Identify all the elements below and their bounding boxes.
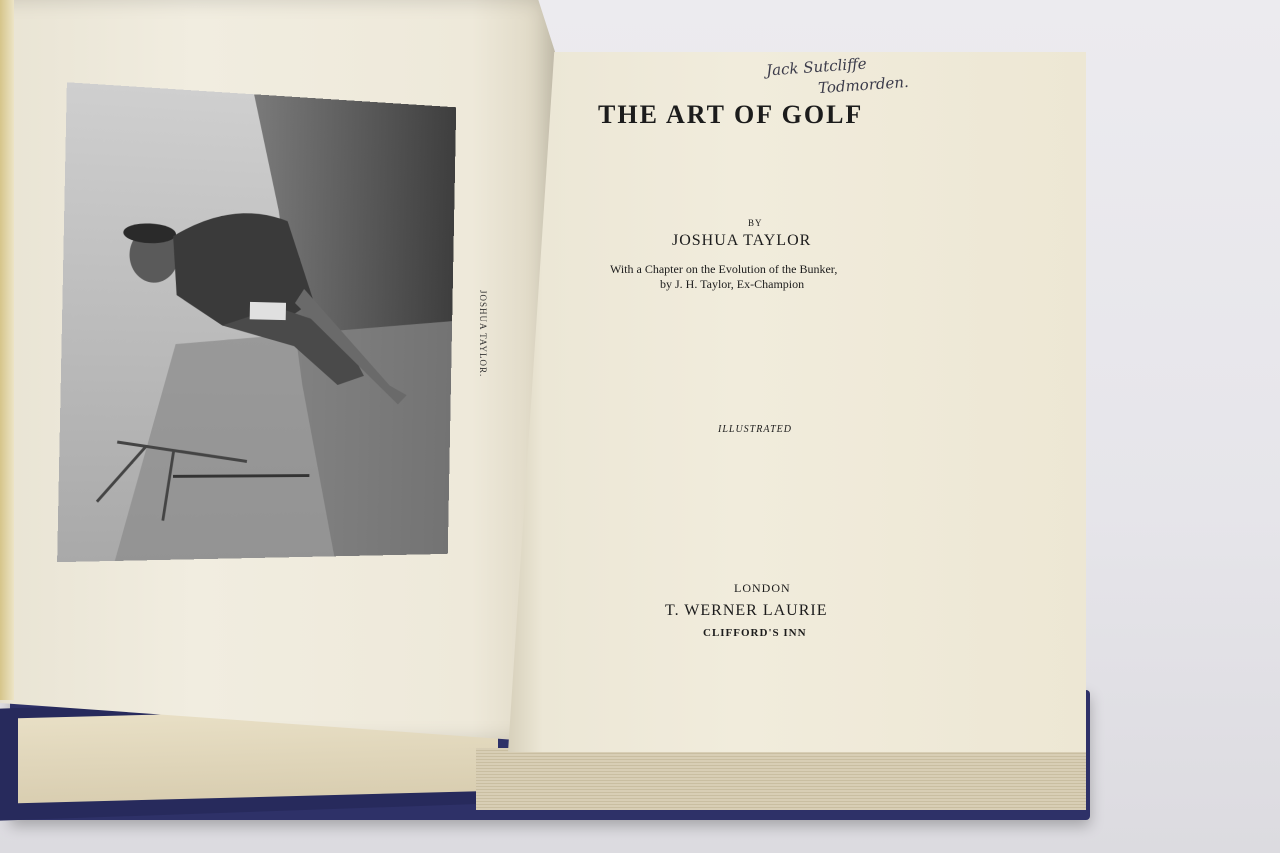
by-line: BY	[748, 218, 763, 228]
handwritten-owner-town: Todmorden.	[817, 72, 910, 98]
publisher-address: CLIFFORD'S INN	[703, 627, 807, 639]
book-author: JOSHUA TAYLOR	[672, 232, 812, 249]
publisher-name: T. WERNER LAURIE	[665, 602, 828, 619]
book-title: THE ART OF GOLF	[598, 100, 864, 129]
chapter-note-line1: With a Chapter on the Evolution of the Bunker,	[610, 262, 838, 276]
publisher-city: LONDON	[734, 581, 791, 595]
right-page-stack-edge	[476, 748, 1086, 813]
title-page	[508, 52, 1086, 752]
frontispiece-photo	[57, 82, 456, 562]
golfer-photo-image	[57, 82, 456, 562]
handwritten-owner-name: Jack Sutcliffe	[765, 54, 868, 80]
left-page-gilt-edge	[0, 0, 14, 700]
illustrated-label: ILLUSTRATED	[718, 424, 792, 435]
chapter-note-line2: by J. H. Taylor, Ex-Champion	[660, 277, 805, 291]
frontispiece-caption: JOSHUA TAYLOR.	[478, 290, 488, 378]
